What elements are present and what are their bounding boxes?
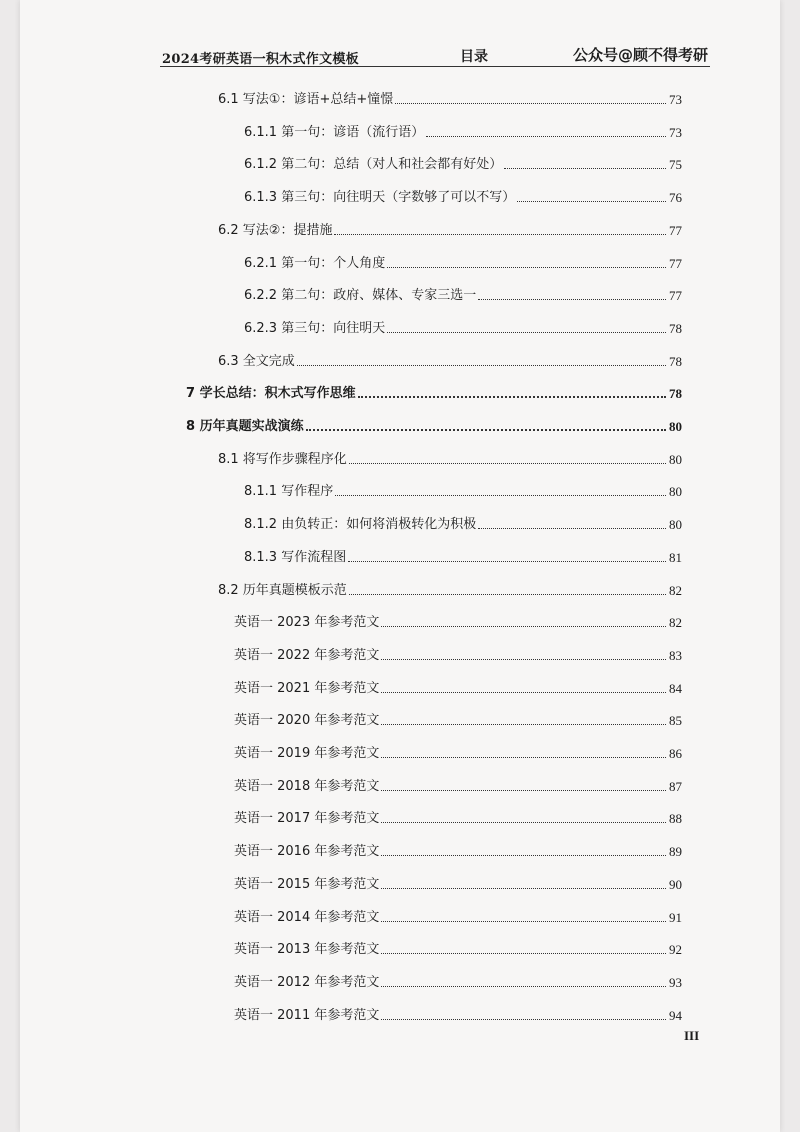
toc-entry-title: 6.2.1 第一句：个人角度	[244, 255, 386, 271]
toc-entry-page-number: 78	[669, 386, 682, 402]
toc-entry-title: 6.1.3 第三句：向往明天（字数够了可以不写）	[244, 190, 516, 206]
page-number: III	[684, 1028, 700, 1043]
toc-entry[interactable]	[218, 88, 682, 108]
toc-entry[interactable]	[244, 153, 682, 173]
toc-entry[interactable]	[234, 677, 682, 697]
dot-leader	[381, 921, 666, 922]
toc-entry-title: 英语一 2022 年参考范文	[234, 647, 380, 663]
dot-leader	[335, 495, 666, 496]
dot-leader	[381, 953, 666, 954]
toc-entry-page-number: 78	[669, 353, 682, 369]
toc-entry-page-number: 77	[669, 222, 682, 238]
toc-entry[interactable]	[244, 121, 682, 141]
toc-entry[interactable]	[244, 284, 682, 304]
header-book-title: 2024考研英语一积木式作文模板	[162, 52, 359, 67]
toc-entry[interactable]	[234, 971, 682, 991]
toc-entry[interactable]	[234, 775, 682, 795]
toc-entry-page-number: 76	[669, 190, 682, 206]
toc-entry-title: 英语一 2019 年参考范文	[234, 746, 380, 761]
header-section-title: 目录	[460, 49, 488, 65]
dot-leader	[381, 692, 666, 693]
toc-entry[interactable]	[218, 579, 682, 599]
toc-entry-page-number: 82	[669, 582, 682, 598]
dot-leader	[381, 724, 666, 725]
dot-leader	[387, 267, 666, 268]
dot-leader	[381, 790, 666, 791]
document-page	[20, 0, 780, 1132]
toc-entry[interactable]	[244, 252, 682, 272]
dot-leader	[381, 822, 666, 823]
toc-entry[interactable]	[244, 546, 682, 566]
toc-entry[interactable]	[244, 480, 682, 500]
toc-entry[interactable]	[186, 415, 682, 435]
toc-entry[interactable]	[234, 742, 682, 762]
dot-leader	[426, 136, 666, 137]
toc-entry-page-number: 84	[669, 680, 682, 696]
toc-entry-title: 英语一 2013 年参考范文	[234, 942, 380, 958]
toc-entry-page-number: 80	[669, 451, 682, 467]
dot-leader	[381, 855, 666, 856]
toc-entry[interactable]	[234, 873, 682, 893]
toc-entry-title: 英语一 2015 年参考范文	[234, 876, 380, 892]
toc-entry[interactable]	[234, 807, 682, 827]
dot-leader	[381, 626, 666, 627]
toc-entry-page-number: 80	[669, 517, 682, 533]
toc-entry-page-number: 94	[669, 1007, 682, 1023]
toc-entry[interactable]	[234, 611, 682, 631]
toc-entry-title: 英语一 2014 年参考范文	[234, 909, 380, 925]
toc-entry-page-number: 86	[669, 746, 682, 761]
toc-entry-title: 7 学长总结：积木式写作思维	[186, 386, 356, 402]
toc-entry-page-number: 83	[669, 647, 682, 663]
dot-leader	[387, 332, 666, 333]
toc-entry[interactable]	[234, 938, 682, 958]
dot-leader	[381, 1019, 666, 1020]
dot-leader	[349, 594, 666, 595]
toc-entry-page-number: 77	[669, 255, 682, 271]
dot-leader	[297, 365, 666, 366]
dot-leader	[381, 986, 666, 987]
toc-entry-title: 英语一 2017 年参考范文	[234, 811, 380, 827]
dot-leader	[306, 429, 666, 431]
toc-entry-page-number: 80	[669, 419, 682, 434]
dot-leader	[478, 528, 666, 529]
toc-entry[interactable]	[218, 448, 682, 468]
dot-leader	[478, 299, 666, 300]
toc-entry[interactable]	[186, 382, 682, 402]
toc-entry-page-number: 82	[669, 615, 682, 631]
dot-leader	[334, 234, 666, 235]
toc-entry[interactable]	[234, 644, 682, 664]
toc-entry-page-number: 88	[669, 811, 682, 827]
toc-entry-page-number: 73	[669, 124, 682, 140]
toc-entry[interactable]	[244, 513, 682, 533]
toc-entry-title: 6.2 写法②：提措施	[218, 222, 333, 238]
toc-entry[interactable]	[244, 186, 682, 206]
toc-entry-page-number: 80	[669, 484, 682, 500]
dot-leader	[381, 888, 666, 889]
toc-entry-title: 6.1 写法①：谚语+总结+憧憬	[218, 92, 394, 107]
toc-entry[interactable]	[234, 906, 682, 926]
toc-entry-page-number: 91	[669, 909, 682, 925]
toc-entry-title: 6.1.1 第一句：谚语（流行语）	[244, 124, 425, 140]
dot-leader	[349, 463, 666, 464]
toc-entry[interactable]	[234, 1004, 682, 1024]
toc-entry-title: 英语一 2018 年参考范文	[234, 778, 380, 794]
toc-entry[interactable]	[218, 350, 682, 370]
toc-entry-page-number: 78	[669, 320, 682, 336]
toc-entry-page-number: 85	[669, 713, 682, 729]
toc-entry[interactable]	[234, 709, 682, 729]
toc-entry-page-number: 90	[669, 876, 682, 892]
toc-entry-page-number: 81	[669, 549, 682, 565]
toc-entry-title: 6.1.2 第二句：总结（对人和社会都有好处）	[244, 157, 503, 173]
toc-entry-title: 6.3 全文完成	[218, 353, 295, 369]
toc-entry[interactable]	[218, 219, 682, 239]
dot-leader	[517, 201, 666, 202]
toc-entry-title: 英语一 2023 年参考范文	[234, 615, 380, 631]
toc-entry-title: 8.1.3 写作流程图	[244, 549, 347, 565]
toc-entry-title: 英语一 2016 年参考范文	[234, 844, 380, 860]
toc-entry-page-number: 87	[669, 778, 682, 794]
toc-entry-title: 8.1.2 由负转正：如何将消极转化为积极	[244, 517, 477, 533]
dot-leader	[381, 757, 666, 758]
toc-entry-title: 英语一 2021 年参考范文	[234, 680, 380, 696]
toc-entry-title: 英语一 2020 年参考范文	[234, 713, 380, 729]
toc-entry-title: 8 历年真题实战演练	[186, 419, 304, 434]
toc-entry[interactable]	[234, 840, 682, 860]
toc-entry-title: 6.2.2 第二句：政府、媒体、专家三选一	[244, 288, 477, 304]
dot-leader	[358, 396, 666, 398]
dot-leader	[395, 103, 666, 104]
dot-leader	[381, 659, 666, 660]
toc-entry-title: 8.1 将写作步骤程序化	[218, 451, 347, 467]
toc-entry-page-number: 75	[669, 157, 682, 173]
toc-entry-page-number: 89	[669, 844, 682, 860]
toc-entry-page-number: 92	[669, 942, 682, 958]
dot-leader	[504, 168, 666, 169]
toc-entry-title: 8.1.1 写作程序	[244, 484, 334, 500]
header-account-name: 公众号@顾不得考研	[572, 46, 708, 64]
toc-entry-title: 6.2.3 第三句：向往明天	[244, 320, 386, 336]
toc-entry-page-number: 77	[669, 288, 682, 304]
toc-entry-title: 英语一 2012 年参考范文	[234, 974, 380, 990]
dot-leader	[348, 561, 666, 562]
toc-entry[interactable]	[244, 317, 682, 337]
toc-entry-page-number: 93	[669, 974, 682, 990]
toc-entry-page-number: 73	[669, 92, 682, 107]
page-header	[160, 44, 710, 67]
toc-entry-title: 英语一 2011 年参考范文	[234, 1007, 380, 1023]
toc-entry-title: 8.2 历年真题模板示范	[218, 582, 347, 598]
